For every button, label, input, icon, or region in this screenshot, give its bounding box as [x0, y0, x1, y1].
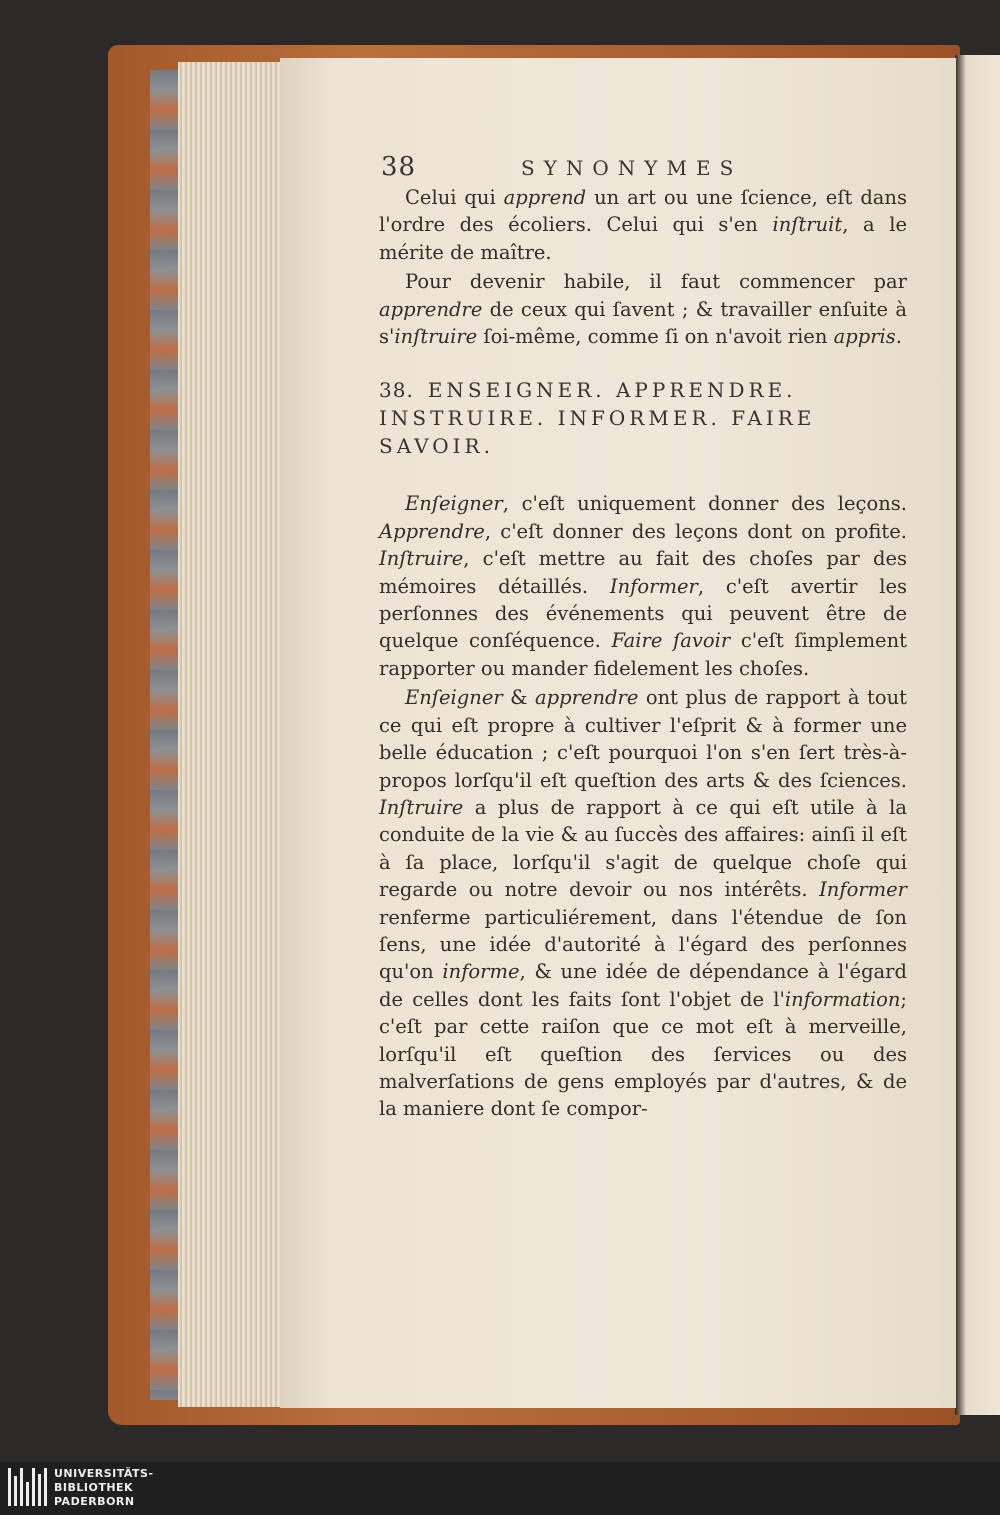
section-number: 38. — [379, 378, 414, 403]
paragraph: Celui qui apprend un art ou une ſcience, eſt dans l'ordre des écoliers. Celui qui s'en inſtruit, a le mérite de maître. — [379, 186, 908, 264]
page-body — [379, 184, 907, 1123]
page-number: 38 — [381, 152, 417, 182]
running-title: SYNONYMES — [521, 156, 743, 180]
paragraph: Pour devenir habile, il faut commencer par apprendre de ceux qui ſavent ; & travailler enſuite à s'inſtruire ſoi-même, comme ſi on n'avoit rien appris. — [379, 270, 907, 349]
section-heading — [379, 376, 907, 460]
page-edges — [178, 62, 280, 1407]
facing-page-edge — [955, 55, 1000, 1415]
library-name: UNIVERSITÄTS- BIBLIOTHEK PADERBORN — [54, 1467, 154, 1508]
paragraph: Enſeigner, c'eſt uniquement donner des leçons. Apprendre, c'eſt donner des leçons dont on profite. Inſtruire, c'eſt mettre au fait des choſes par des mémoires détaillés. Informer, c'eſt avertir les perſonnes des événements qui peuvent être de quelque conſéquence. Faire ſavoir c'eſt ſimplement rapporter ou mander fidelement les choſes. — [379, 492, 907, 680]
library-footer — [0, 1462, 1000, 1515]
paragraph: Enſeigner & apprendre ont plus de rapport à tout ce qui eſt propre à cultiver l'eſprit & à former une belle éducation ; c'eſt pourquoi l'on s'en ſert très-à-propos lorſqu'il eſt queſtion des arts & des ſciences. Inſtruire a plus de rapport à ce qui eſt utile à la conduite de la vie & au ſuccès des affaires: ainſi il eſt à ſa place, lorſqu'il s'agit de quelque choſe qui regarde ou notre devoir ou nos intérêts. Informer renferme particuliérement, dans l'étendue de ſon ſens, une idée d'autorité à l'égard des perſonnes qu'on informe, & une idée de dépendance à l'égard de celles dont les faits ſont l'objet de l'information; c'eſt par cette raiſon que ce mot eſt à merveille, lorſqu'il eſt queſtion des ſervices ou des malverſations de gens employés par d'autres, & de la maniere dont ſe compor- — [379, 686, 907, 1121]
book-page — [280, 58, 956, 1408]
library-logo-icon — [8, 1468, 48, 1506]
section-title: ENSEIGNER. APPRENDRE. INSTRUIRE. INFORMER. FAIRE SAVOIR. — [379, 378, 816, 459]
